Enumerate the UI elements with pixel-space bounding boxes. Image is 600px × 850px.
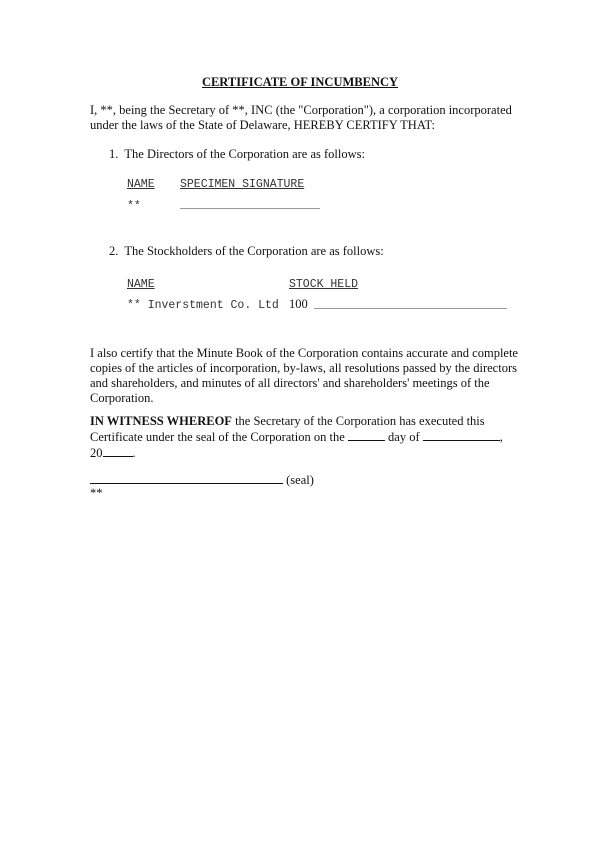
stockholder-stock: 100	[289, 297, 308, 311]
witness-paragraph	[90, 414, 520, 461]
signatory-name: **	[90, 486, 103, 500]
year-blank	[103, 445, 133, 457]
witness-line2c: ,	[499, 430, 503, 444]
directors-item-number: 1.	[109, 147, 119, 161]
signature-line	[90, 472, 283, 484]
signature-block	[90, 472, 314, 488]
witness-line3a: 20	[90, 446, 103, 460]
directors-item-text: The Directors of the Corporation are as follows:	[124, 147, 365, 161]
minute-book-paragraph: I also certify that the Minute Book of the Corporation contains accurate and complete copies of the articles of incorporation, by-laws, all resolutions passed by the directors and shareholders, and minutes of all directors' and shareholders' meetings of the Corporation.	[90, 346, 518, 405]
directors-signature-header: SPECIMEN SIGNATURE	[180, 178, 305, 191]
directors-name-header: NAME	[127, 178, 155, 191]
day-blank	[348, 429, 385, 441]
witness-line2b: day of	[384, 430, 423, 444]
witness-line1: the Secretary of the Corporation has executed this	[231, 414, 485, 428]
stockholder-stock-line	[314, 308, 507, 309]
month-blank	[423, 429, 500, 441]
stockholders-name-header: NAME	[127, 278, 155, 291]
stockholder-name: ** Inverstment Co. Ltd	[127, 299, 279, 312]
witness-line3b: .	[132, 446, 136, 460]
director-name: **	[127, 200, 141, 213]
stockholders-item	[109, 244, 384, 259]
seal-label: (seal)	[286, 473, 314, 487]
stockholders-stock-header: STOCK HELD	[289, 278, 359, 291]
intro-paragraph: I, **, being the Secretary of **, INC (the "Corporation"), a corporation incorporated under the laws of the State of Delaware, HEREBY CERTIFY THAT:	[90, 103, 512, 132]
witness-line2a: Certificate under the seal of the Corporation on the	[90, 430, 348, 444]
page-title: CERTIFICATE OF INCUMBENCY	[201, 75, 399, 89]
directors-item	[109, 147, 365, 162]
witness-heading: IN WITNESS WHEREOF	[90, 414, 232, 428]
director-signature-line	[180, 208, 320, 209]
stockholders-item-number: 2.	[109, 244, 119, 258]
stockholders-item-text: The Stockholders of the Corporation are as follows:	[124, 244, 384, 258]
